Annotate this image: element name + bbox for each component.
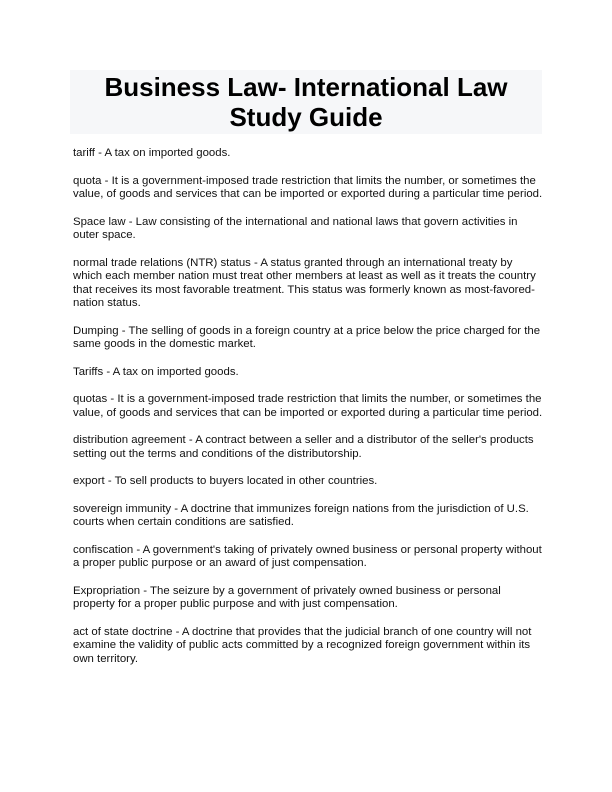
glossary-list: [73, 147, 543, 680]
glossary-entry-ntr-status: normal trade relations (NTR) status - A status granted through an international treaty by which each member nation must treat other members at least as well as it treats the country that receives its most favorable treatment. This status was formerly known as most-favored-nation status.: [73, 256, 536, 309]
glossary-entry-tariffs: Tariffs - A tax on imported goods.: [73, 365, 239, 378]
glossary-entry-tariff: tariff - A tax on imported goods.: [73, 147, 231, 159]
glossary-entry-export: export - To sell products to buyers located in other countries.: [73, 475, 378, 487]
glossary-entry-distribution-agreement: distribution agreement - A contract between a seller and a distributor of the seller's products setting out the terms and conditions of the distributorship.: [73, 434, 534, 460]
glossary-entry-quota: quota - It is a government-imposed trade restriction that limits the number, or sometimes the value, of goods and services that can be imported or exported during a particular time period.: [73, 174, 543, 200]
title-box: [70, 70, 542, 134]
glossary-entry-quotas: quotas - It is a government-imposed trade restriction that limits the number, or sometimes the value, of goods and services that can be imported or exported during a particular time period.: [73, 393, 543, 419]
glossary-entry-dumping: Dumping - The selling of goods in a foreign country at a price below the price charged for the same goods in the domestic market.: [73, 324, 541, 350]
glossary-entry-act-of-state-doctrine: act of state doctrine - A doctrine that provides that the judicial branch of one country will not examine the validity of public acts committed by a recognized foreign government within its own territory.: [73, 625, 532, 665]
glossary-entry-confiscation: confiscation - A government's taking of privately owned business or personal property without a proper public purpose or an award of just compensation.: [73, 543, 542, 569]
glossary-entry-space-law: Space law - Law consisting of the international and national laws that govern activities in outer space.: [73, 215, 518, 241]
page-title: Business Law- International Law Study Guide: [104, 72, 508, 132]
glossary-entry-expropriation: Expropriation - The seizure by a government of privately owned business or personal property for a proper public purpose and with just compensation.: [73, 584, 501, 610]
glossary-entry-sovereign-immunity: sovereign immunity - A doctrine that immunizes foreign nations from the jurisdiction of U.S. courts when certain conditions are satisfied.: [73, 502, 529, 528]
